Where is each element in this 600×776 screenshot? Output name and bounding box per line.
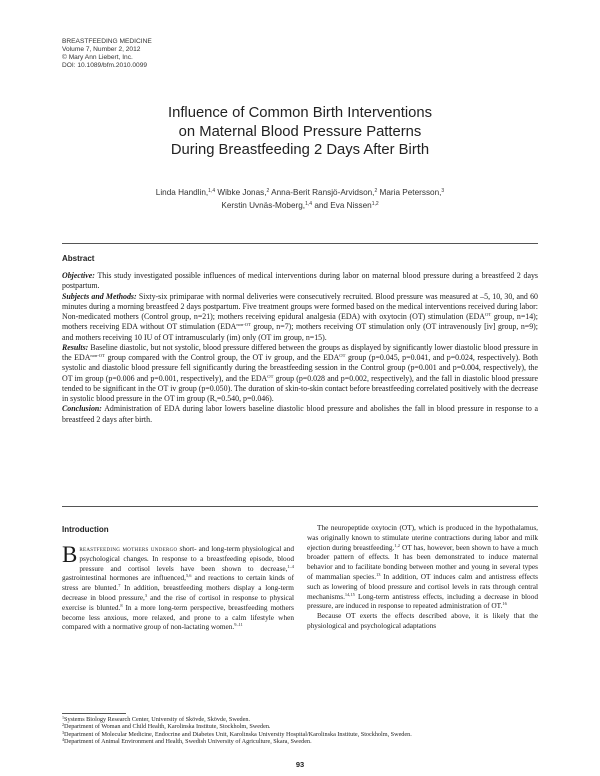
abstract-objective: [62, 271, 538, 292]
journal-name: BREASTFEEDING MEDICINE: [62, 38, 152, 45]
footnote: [62, 731, 538, 738]
citation[interactable]: 1–4: [287, 563, 294, 569]
superscript: OT: [339, 353, 346, 358]
intro-paragraph-3: Because OT exerts the effects described above, it is likely that the physiological and psychological adaptations: [307, 611, 538, 630]
paragraph-text: short- and long-term physiological and psychological changes. In response to a breastfeeding episode, blood pressure and cortisol levels have been shown to decrease,: [79, 544, 294, 573]
footnote-number: 2: [62, 722, 64, 728]
journal-volume: Volume 7, Number 2, 2012: [62, 46, 141, 53]
citation[interactable]: 9–11: [234, 622, 243, 628]
page-number: 93: [295, 760, 305, 769]
superscript: OT: [267, 373, 274, 379]
methods-text: group, n=7); mothers receiving OT stimulation only (OT intravenously [iv] group, n=9); and mothers receiving 10 IU of OT intramuscularly (im) only (OT im group, n=15).: [62, 322, 538, 342]
title-line-3: During Breastfeeding 2 Days After Birth: [170, 142, 430, 158]
author-list: [62, 187, 538, 212]
objective-label: Objective:: [62, 271, 95, 280]
abstract-top-rule: [62, 243, 538, 244]
paragraph-text: The neuropeptide oxytocin (OT), which is produced in the hypothalamus, was originally known to stimulate uterine contractions during labor and milk ejection during breastfeeding.: [307, 523, 538, 552]
results-label: Results:: [62, 342, 89, 352]
paragraph-text: and reactions to certain kinds of stress are blunted.: [62, 573, 294, 593]
author-affiliation: 1,4: [305, 200, 313, 207]
author-name: Maria Petersson,: [379, 188, 442, 197]
abstract-bottom-rule: [62, 506, 538, 507]
superscript: non-OT: [90, 353, 105, 358]
right-column: [307, 523, 538, 631]
paragraph-text: In a more long-term perspective, breastfeeding mothers become less anxious, more relaxed, and prone to a calm lifestyle when compared with a normative group of non-lactating women.: [62, 602, 294, 632]
footnote-number: 4: [62, 736, 64, 742]
paragraph-text: Long-term antistress effects, including a decrease in blood pressure, are induced in response to repeated administration of OT.: [307, 591, 538, 611]
author-name: and Eva Nissen: [314, 200, 372, 210]
author-affiliation: 3: [441, 188, 445, 194]
paragraph-text: gastrointestinal hormones are influenced,: [62, 573, 186, 583]
citation[interactable]: 1,2: [394, 542, 400, 548]
abstract-conclusion: [62, 404, 538, 425]
intro-paragraph-1: [62, 544, 294, 632]
footnote-rule: [62, 713, 126, 714]
footnote-number: 3: [62, 729, 64, 735]
citation[interactable]: 8: [120, 602, 123, 608]
intro-paragraph-2: [307, 523, 538, 611]
footnote: [62, 723, 538, 730]
methods-label: Subjects and Methods:: [62, 291, 137, 301]
paragraph-text: In addition, breastfeeding mothers display a long-term decrease in blood pressure,: [62, 583, 294, 602]
conclusion-text: Administration of EDA during labor lowers baseline diastolic blood pressure and abolishes the fall in blood pressure in response to a breastfeed 2 days after birth.: [62, 404, 538, 424]
citation[interactable]: 16: [502, 601, 507, 607]
lead-in: reastfeeding mothers undergo: [79, 544, 178, 553]
paragraph-text: and the rise of cortisol in response to physical exercise is blunted.: [62, 592, 294, 612]
paragraph-text: In addition, OT induces calm and antistress effects such as lowering of blood pressure and cortisol levels in rats through central mechanisms.: [307, 571, 538, 601]
citation[interactable]: 13: [376, 571, 381, 577]
author-affiliation: 1,2: [371, 200, 379, 207]
superscript: non-OT: [236, 322, 251, 328]
results-text: group (p=0.045, p=0.041, and p=0.024, respectively). Both systolic and diastolic blood pressure fell significantly during the breastfeeding session in the Control group (p=0.001 and p=0.004, respectively), the OT im group (p=0.006 and p=0.001, respectively), and the EDA: [62, 353, 538, 383]
drop-cap: B: [62, 542, 78, 567]
abstract-heading: Abstract: [62, 254, 95, 263]
author-name: Anna-Berit Ransjö-Arvidson,: [271, 188, 375, 197]
conclusion-label: Conclusion:: [62, 404, 102, 414]
author-name: Kerstin Uvnäs-Moberg,: [221, 200, 306, 210]
results-text: =0.540, p=0.046).: [216, 394, 274, 403]
article-title: [62, 104, 538, 160]
abstract-results: [62, 343, 538, 405]
footnote-text: Department of Molecular Medicine, Endocrine and Diabetes Unit, Karolinska University Hospital/Karolinska Institute, Stockholm, Sweden.: [64, 730, 412, 738]
citation[interactable]: 3: [144, 592, 148, 598]
journal-doi[interactable]: DOI: 10.1089/bfm.2010.0099: [62, 62, 148, 69]
footnote: [62, 738, 538, 745]
citation[interactable]: 14,15: [344, 591, 355, 597]
results-text: group compared with the Control group, the OT iv group, and the EDA: [104, 353, 340, 362]
paragraph-text: OT has, however, been shown to have a much broader pattern of effects. It has been demonstrated to induce maternal behavior and to facilitate bonding between mother and young in several types of mammalian species.: [307, 542, 539, 581]
methods-text: Sixty-six primiparae with normal deliveries were consecutively recruited. Blood pressure was measured at –5, 10, 30, and 60 minutes during a morning breastfeed 2 days postpartum. Five treatment groups were formed based on the medical interventions received during labor: Non-medicated mothers (Control group, n=21); mothers receiving epidural analgesia (EDA) with oxytocin (OT) stimulation (EDA: [62, 291, 538, 321]
footnote-text: Systems Biology Research Center, University of Skövde, Skövde, Sweden.: [64, 716, 251, 723]
journal-copyright: © Mary Ann Liebert, Inc.: [62, 54, 133, 61]
abstract-body: [62, 271, 538, 425]
footnote-text: Department of Woman and Child Health, Karolinska Institute, Stockholm, Sweden.: [64, 723, 271, 731]
title-line-2: on Maternal Blood Pressure Patterns: [178, 123, 422, 140]
footnote-number: 1: [62, 715, 64, 720]
journal-header: [62, 38, 362, 70]
results-text: group (p=0.028 and p=0.002, respectively), and the fall in diastolic blood pressure tended to be significant in the OT iv group (p=0.050). The duration of skin-to-skin contact before breastfeeding correlated positively with the decrease in systolic blood pressure in the OT im group (R: [62, 373, 538, 403]
objective-text: This study investigated possible influences of medical interventions during labor on maternal blood pressure during a breastfeed 2 days postpartum.: [62, 271, 538, 291]
author-name: Linda Handlin,: [155, 188, 209, 197]
introduction-heading: Introduction: [62, 525, 109, 534]
author-affiliation: 1,4: [208, 188, 216, 194]
methods-text: group, n=14); mothers receiving EDA without OT stimulation (EDA: [62, 312, 538, 332]
affiliation-footnotes: [62, 716, 538, 745]
citation[interactable]: 7: [118, 583, 121, 589]
superscript: OT: [485, 312, 492, 317]
author-affiliation: 2: [266, 188, 270, 194]
author-affiliation: 2: [374, 188, 378, 194]
left-column: [62, 544, 294, 632]
subscript: s: [215, 398, 217, 403]
citation[interactable]: 5,6: [186, 573, 192, 579]
abstract-methods: [62, 292, 538, 343]
author-name: Wibke Jonas,: [217, 188, 267, 197]
results-text: Baseline diastolic, but not systolic, blood pressure differed between the groups as displayed by significantly lower diastolic blood pressure in the EDA: [62, 342, 538, 362]
title-line-1: Influence of Common Birth Interventions: [167, 105, 432, 121]
footnote-text: Department of Animal Environment and Health, Swedish University of Agriculture, Skara, Sweden.: [64, 737, 312, 745]
